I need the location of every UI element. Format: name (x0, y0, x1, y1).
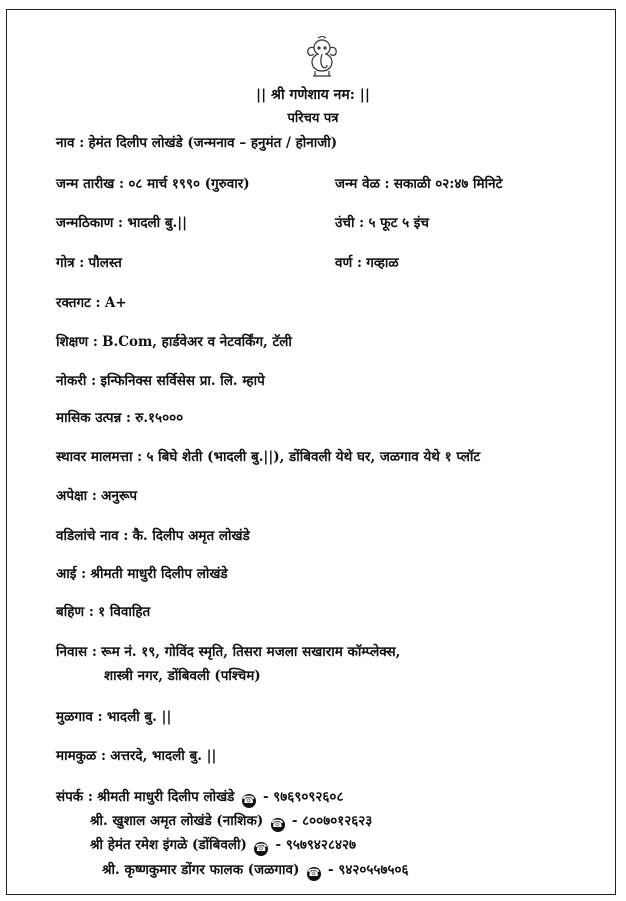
sister-label: बहिण : (56, 604, 94, 620)
page-title: परिचय पत्र (287, 111, 339, 126)
phone-icon: ☎ (242, 795, 255, 806)
residence-row (56, 643, 400, 661)
birth-date-row (56, 175, 250, 193)
invocation-heading: || श्री गणेशाय नम: || (256, 87, 370, 103)
property-value: ५ बिघे शेती (भादली बु.||), डोंबिवली येथे घर, जळगाव येथे १ प्लॉट (146, 449, 481, 465)
income-row (56, 409, 183, 427)
sister-row (56, 603, 150, 621)
father-label: वडिलांचे नाव : (56, 528, 129, 544)
contact-name-4: श्री. कृष्णकुमार डोंगर फालक (जळगाव) (102, 862, 300, 878)
gotra-row (56, 254, 122, 272)
phone-icon: ☎ (307, 868, 320, 879)
father-row (56, 527, 250, 545)
contact-phone-3: - ९५७९४२८४२७ (275, 837, 357, 853)
property-label: स्थावर मालमत्ता : (56, 449, 143, 465)
job-row (56, 372, 265, 390)
name-value: हेमंत दिलीप लोखंडे (जन्मनाव – हनुमंत / होनाजी) (88, 135, 338, 151)
maternal-family-label: मामकुळ : (56, 748, 106, 764)
native-place-value: भादली बु. || (106, 709, 172, 725)
job-value: इन्फिनिक्स सर्विसेस प्रा. लि. म्हापे (100, 373, 265, 389)
maternal-family-value: अत्तरदे, भादली बु. || (110, 748, 217, 764)
residence-row-2 (104, 667, 261, 685)
maternal-family-row (56, 747, 216, 765)
residence-line2: शास्त्री नगर, डोंबिवली (पश्चिम) (104, 668, 261, 684)
contact-name-3: श्री हेमंत रमेश इंगळे (डोंबिवली) (90, 837, 247, 853)
contact-row-2 (90, 812, 372, 832)
job-label: नोकरी : (56, 373, 97, 389)
contact-phone-2: - ८००७०१२६२३ (291, 813, 373, 829)
mother-row (56, 565, 228, 583)
contact-phone-1: - ९७६९०९२६०८ (262, 789, 344, 805)
contact-label: संपर्क : (56, 789, 93, 805)
native-place-row (56, 708, 171, 726)
height-value: ५ फूट ५ इंच (368, 215, 430, 231)
property-row (56, 448, 480, 466)
mother-value: श्रीमती माधुरी दिलीप लोखंडे (90, 566, 228, 582)
blood-group-value: A+ (104, 295, 127, 311)
birth-time-value: सकाळी ०२:४७ मिनिटे (393, 176, 503, 192)
contact-row-4 (102, 861, 409, 881)
expectation-label: अपेक्षा : (56, 488, 97, 504)
phone-icon: ☎ (254, 843, 268, 854)
education-value: B.Com, हार्डवेअर व नेटवर्किंग, टॅली (102, 334, 292, 350)
contact-name-1: श्रीमती माधुरी दिलीप लोखंडे (97, 789, 235, 805)
gotra-value: पौलस्त (88, 255, 122, 271)
residence-line1: रूम नं. १९, गोविंद स्मृति, तिसरा मजला सखाराम कॉम्प्लेक्स, (101, 644, 401, 660)
birth-date-value: ०८ मार्च १९९० (गुरुवार) (128, 176, 250, 192)
mother-label: आई : (56, 566, 87, 582)
birth-place-row (56, 214, 187, 232)
expectation-row (56, 487, 137, 505)
height-row (335, 214, 429, 232)
birth-place-value: भादली बु.|| (127, 215, 188, 231)
blood-group-row (56, 294, 127, 312)
native-place-label: मुळगाव : (56, 709, 103, 725)
contact-phone-4: - ९४२०५५७५०६ (328, 862, 409, 878)
birth-place-label: जन्मठिकाण : (56, 215, 124, 231)
education-row (56, 333, 292, 351)
phone-icon: ☎ (271, 819, 284, 830)
blood-group-label: रक्तगट : (56, 295, 101, 311)
birth-date-label: जन्म तारीख : (56, 176, 125, 192)
contact-row-3 (90, 836, 356, 856)
expectation-value: अनुरूप (101, 488, 138, 504)
education-label: शिक्षण : (56, 334, 98, 350)
name-label: नाव : (56, 135, 85, 151)
complexion-label: वर्ण : (335, 255, 362, 271)
ganesha-logo-icon (303, 36, 341, 78)
sister-value: १ विवाहित (98, 604, 151, 620)
contact-name-2: श्री. खुशाल अमृत लोखंडे (नाशिक) (90, 813, 264, 829)
height-label: उंची : (335, 215, 365, 231)
income-value: रु.१५००० (135, 410, 184, 426)
birth-time-row (335, 175, 502, 193)
name-row (56, 134, 337, 152)
contact-row-1 (56, 788, 343, 808)
gotra-label: गोत्र : (56, 255, 85, 271)
residence-label: निवास : (56, 644, 97, 660)
complexion-value: गव्हाळ (366, 255, 399, 271)
income-label: मासिक उत्पन्न : (56, 410, 131, 426)
birth-time-label: जन्म वेळ : (335, 176, 390, 192)
complexion-row (335, 254, 399, 272)
father-value: कै. दिलीप अमृत लोखंडे (132, 528, 250, 544)
